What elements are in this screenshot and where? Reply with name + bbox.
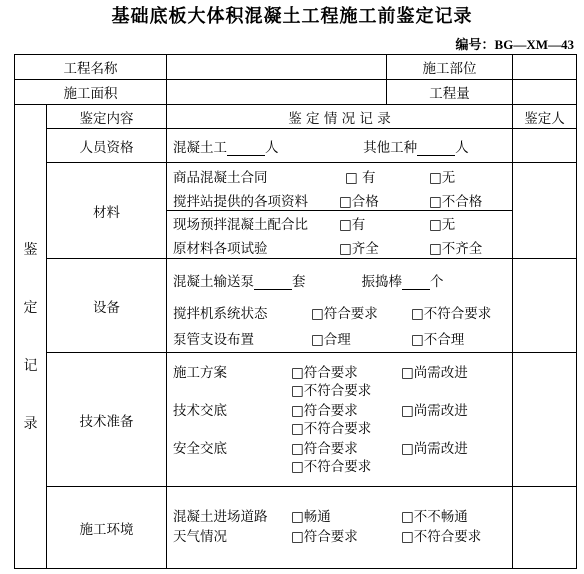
appraisal-table	[14, 54, 577, 569]
mixer-opt1[interactable]: □符合要求	[311, 305, 378, 322]
personnel-person[interactable]	[513, 129, 577, 163]
tech-item-opt2[interactable]: □尚需改进	[401, 403, 468, 419]
document-code: 编号：BG—XM—43	[455, 37, 574, 52]
pump-label: 混凝土输送泵	[173, 273, 254, 290]
weather-opt2[interactable]: □不符合要求	[401, 529, 482, 545]
material-row1-text: 商品混凝土合同	[173, 170, 268, 186]
tech-item-opt1[interactable]: □符合要求	[291, 365, 358, 381]
equipment-person[interactable]	[513, 259, 577, 353]
material-row3-opt1[interactable]: □有	[339, 217, 366, 233]
quantity-value[interactable]	[513, 80, 577, 105]
tech-record	[167, 353, 513, 487]
side-char-2: 定	[23, 299, 38, 316]
material-row2-text: 搅拌站提供的各项资料	[173, 194, 308, 210]
equipment-record	[167, 259, 513, 353]
tech-item-opt3[interactable]: □不符合要求	[291, 383, 372, 399]
road-label: 混凝土进场道路	[173, 509, 268, 525]
side-char-3: 记	[23, 357, 38, 374]
location-value[interactable]	[513, 55, 577, 80]
mixer-label: 搅拌机系统状态	[173, 305, 268, 322]
road-opt1[interactable]: □畅通	[291, 509, 331, 525]
material-label: 材料	[47, 163, 167, 259]
area-label: 施工面积	[15, 80, 167, 105]
material-row1-opt1[interactable]: □ 有	[345, 170, 376, 186]
material-row2-opt1[interactable]: □合格	[339, 194, 379, 210]
tech-item-opt1[interactable]: □符合要求	[291, 403, 358, 419]
material-row1-opt2[interactable]: □无	[429, 170, 456, 186]
other-worker-label: 其他工种	[363, 139, 418, 156]
content-header: 鉴定内容	[47, 105, 167, 129]
vibrator-count[interactable]	[402, 275, 430, 290]
location-label: 施工部位	[387, 55, 513, 80]
record-header: 鉴 定 情 况 记 录	[167, 105, 513, 129]
weather-opt1[interactable]: □符合要求	[291, 529, 358, 545]
other-worker-count[interactable]	[417, 141, 455, 156]
material-row3-text: 现场预拌混凝土配合比	[173, 217, 308, 233]
tech-label: 技术准备	[47, 353, 167, 487]
weather-label: 天气情况	[173, 529, 227, 545]
material-person[interactable]	[513, 163, 577, 259]
project-name-value[interactable]	[167, 55, 387, 80]
pump-count[interactable]	[254, 275, 292, 290]
side-label	[15, 105, 47, 569]
material-row2-opt2[interactable]: □不合格	[429, 194, 483, 210]
personnel-label: 人员资格	[47, 129, 167, 163]
environment-label: 施工环境	[47, 487, 167, 569]
area-value[interactable]	[167, 80, 387, 105]
material-record	[167, 163, 513, 259]
tech-item-opt2[interactable]: □尚需改进	[401, 365, 468, 381]
tech-item-opt1[interactable]: □符合要求	[291, 441, 358, 457]
equipment-label: 设备	[47, 259, 167, 353]
road-opt2[interactable]: □不不畅通	[401, 509, 468, 525]
material-row3-opt2[interactable]: □无	[429, 217, 456, 233]
tech-item-text: 技术交底	[173, 403, 227, 419]
tech-item-3	[173, 437, 512, 475]
tech-person[interactable]	[513, 353, 577, 487]
pipe-opt2[interactable]: □不合理	[411, 331, 465, 348]
pipe-label: 泵管支设布置	[173, 331, 254, 348]
tech-item-opt3[interactable]: □不符合要求	[291, 459, 372, 475]
tech-item-2	[173, 399, 512, 437]
unit-person-2: 人	[455, 139, 469, 156]
concrete-worker-label: 混凝土工	[173, 139, 227, 156]
concrete-worker-count[interactable]	[227, 141, 265, 156]
project-name-label: 工程名称	[15, 55, 167, 80]
material-row4-text: 原材料各项试验	[173, 241, 268, 257]
side-char-1: 鉴	[23, 241, 38, 258]
person-header: 鉴定人	[513, 105, 577, 129]
environment-record	[167, 487, 513, 569]
side-char-4: 录	[23, 415, 38, 432]
material-row4-opt1[interactable]: □齐全	[339, 241, 379, 257]
environment-person[interactable]	[513, 487, 577, 569]
tech-item-1	[173, 361, 512, 399]
tech-item-opt2[interactable]: □尚需改进	[401, 441, 468, 457]
mixer-opt2[interactable]: □不符合要求	[411, 305, 492, 322]
material-row4-opt2[interactable]: □不齐全	[429, 241, 483, 257]
unit-person-1: 人	[265, 139, 279, 156]
tech-item-opt3[interactable]: □不符合要求	[291, 421, 372, 437]
document-title: 基础底板大体积混凝土工程施工前鉴定记录	[111, 6, 473, 27]
unit-set: 套	[292, 273, 306, 290]
pipe-opt1[interactable]: □合理	[311, 331, 351, 348]
personnel-record	[167, 129, 513, 163]
quantity-label: 工程量	[387, 80, 513, 105]
tech-item-text: 安全交底	[173, 441, 227, 457]
vibrator-label: 振捣棒	[361, 273, 402, 290]
tech-item-text: 施工方案	[173, 365, 227, 381]
unit-piece: 个	[430, 273, 444, 290]
